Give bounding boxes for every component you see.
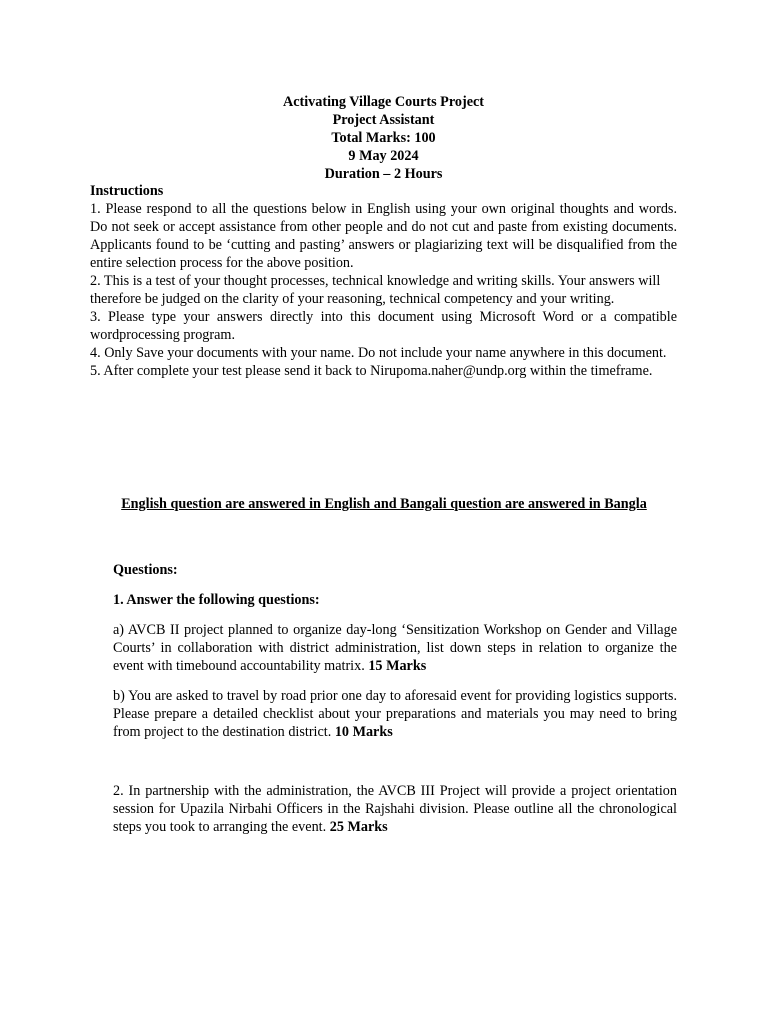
question-2 bbox=[113, 782, 677, 836]
instructions-section bbox=[90, 182, 677, 380]
question-1-heading: 1. Answer the following questions: bbox=[113, 592, 320, 608]
instruction-item-4: 4. Only Save your documents with your name. Do not include your name anywhere in this document. bbox=[90, 345, 667, 361]
question-2-text: 2. In partnership with the administration, the AVCB III Project will provide a project orientation session for Upazila Nirbahi Officers in the Rajshahi division. Please outline all the chronological steps you took to arranging the event. bbox=[113, 783, 677, 835]
instruction-item-2: 2. This is a test of your thought processes, technical knowledge and writing skills. Your answers will bbox=[90, 273, 661, 289]
exam-duration: Duration – 2 Hours bbox=[324, 166, 443, 182]
instruction-item-2-continued: therefore be judged on the clarity of your reasoning, technical competency and your writing. bbox=[90, 291, 615, 307]
question-1a-marks: 15 Marks bbox=[368, 658, 427, 674]
document-header bbox=[90, 93, 677, 183]
question-1b-text: b) You are asked to travel by road prior one day to aforesaid event for providing logistics supports. Please prepare a detailed checklist about your preparations and materials you may need to bring from project to the destination district. bbox=[113, 688, 677, 740]
total-marks: Total Marks: 100 bbox=[331, 130, 436, 146]
instructions-title: Instructions bbox=[90, 183, 164, 199]
question-1a-text: a) AVCB II project planned to organize day-long ‘Sensitization Workshop on Gender and Village Courts’ in collaboration with district administration, list down steps in relation to organize the event with timebound accountability matrix. bbox=[113, 622, 677, 674]
instruction-item-1: 1. Please respond to all the questions below in English using your own original thoughts and words. Do not seek or accept assistance from other people and do not cut and paste from existing documents. Applicants found to be ‘cutting and pasting’ answers or plagiarizing text will be disqualified from the entire selection process for the above position. bbox=[90, 201, 677, 271]
exam-date: 9 May 2024 bbox=[348, 148, 419, 164]
question-1a bbox=[113, 621, 677, 675]
question-2-marks: 25 Marks bbox=[329, 819, 388, 835]
question-1b-marks: 10 Marks bbox=[334, 724, 393, 740]
instruction-item-3: 3. Please type your answers directly into this document using Microsoft Word or a compatible wordprocessing program. bbox=[90, 309, 677, 343]
project-title: Activating Village Courts Project bbox=[282, 94, 485, 110]
questions-heading: Questions: bbox=[113, 562, 178, 578]
position-title: Project Assistant bbox=[332, 112, 435, 128]
questions-section bbox=[113, 561, 677, 836]
language-notice: English question are answered in English and Bangali question are answered in Bangla bbox=[121, 496, 647, 512]
instruction-item-5: 5. After complete your test please send it back to Nirupoma.naher@undp.org within the timeframe. bbox=[90, 363, 653, 379]
question-1b bbox=[113, 687, 677, 741]
